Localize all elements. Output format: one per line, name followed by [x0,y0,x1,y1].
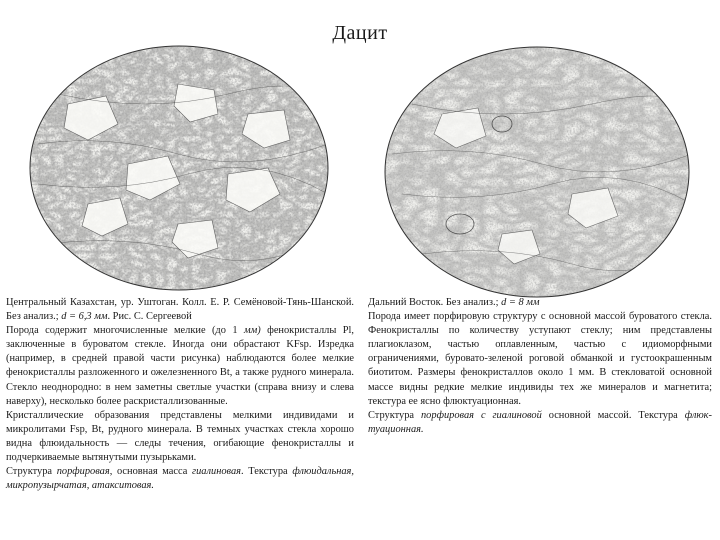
left-thin-section-image [28,44,330,292]
left-photo-credit: . Рис. С. Сергеевой [107,311,192,323]
left-structure-mid: , основная масса [109,466,193,478]
left-description-1: Порода содержит многочисленные мелкие (до 1 [6,325,244,337]
left-unit: мм) [243,325,261,337]
left-structure-mass: гиалиновая [192,466,242,478]
left-description-3: Кристаллические образования представлены мелкими индивидами и микролитами Fsp, Bt, рудного минерала. В темных участках стекла хорошо видна флюидальность — следы течения, огибающие фенокристаллы и подчеркиваемые вытянутыми пузырьками. [6,409,354,464]
left-caption-paragraph [6,296,354,493]
left-structure-prefix: Структура [6,466,57,478]
left-description-2: фенокристаллы Pl, заключенные в буроватом стекле. Иногда они обрастают KFsp. Изредка (например, в средней правой части рисунка) наблюдаются более мелкие фенокристаллы разложенного и ожелезненного Bt, а также рудного минерала. Стекло неоднородно: в нем заметны светлые участки (справа внизу и слева наверху), несколько более раскристаллизованные. [6,325,354,407]
right-structure-type: порфировая с гиалиновой [420,409,542,421]
right-structure-prefix: Структура [368,409,421,421]
left-texture-prefix: . Текстура [241,466,293,478]
left-caption [6,296,354,493]
left-texture-value: флюидальная, микропузырчатая, атакситовая. [6,466,354,492]
right-d-value: d = 8 мм [501,297,540,308]
page-title: Дацит [332,22,388,44]
left-structure-type: порфировая [56,466,110,478]
left-location: Центральный Казахстан, ур. Уштоган. Колл. Е. Р. Семёновой-Тянь-Шанской. Без анализ.; [6,297,354,323]
right-location: Дальний Восток. Без анализ.; [368,297,502,308]
right-texture-value: флюк-туационная. [368,409,712,435]
left-d-value: d = 6,3 мм [61,311,108,323]
right-caption [368,296,712,437]
right-description: Порода имеет порфировую структуру с основной массой буроватого стекла. Фенокристаллы по количеству уступают стеклу; ним представлены плагиоклазом, частью оплавленным, частью с идиоморфными ограничениями, буровато-зеленой роговой обманкой и густоокрашенным биотитом. Размеры фенокристаллов около 1 мм. В стекловатой основной массе видны редкие мелкие индивиды тех же минералов и магнетита; текстура ее ясно флюктуационная. [368,311,712,407]
right-thin-section-image [382,44,692,300]
right-caption-paragraph [368,296,712,437]
right-structure-mid: основной массой. Текстура [541,409,685,421]
